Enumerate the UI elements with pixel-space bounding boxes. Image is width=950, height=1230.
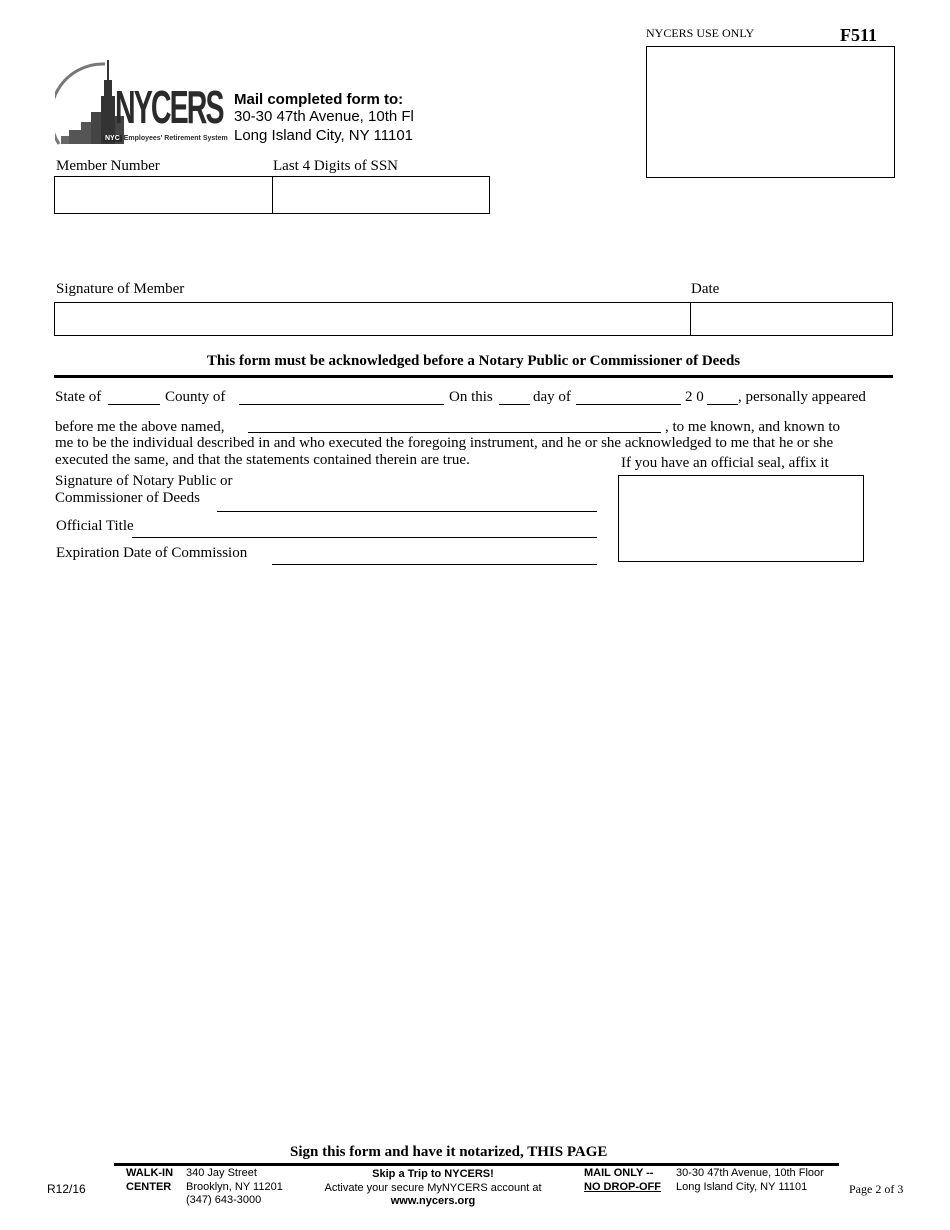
personally-appeared-text: , personally appeared xyxy=(738,389,866,405)
notary-heading: This form must be acknowledged before a Notary Public or Commissioner of Deeds xyxy=(206,353,741,369)
seal-box xyxy=(618,475,864,562)
nycers-website-link[interactable]: www.nycers.org xyxy=(390,1195,476,1207)
ssn-label: Last 4 Digits of SSN xyxy=(273,158,399,174)
walkin-label-1: WALK-IN xyxy=(126,1167,174,1179)
year-prefix: 2 0 xyxy=(685,389,704,405)
page-number: Page 2 of 3 xyxy=(849,1182,904,1196)
county-field[interactable] xyxy=(239,404,444,405)
month-field[interactable] xyxy=(576,404,681,405)
year-field[interactable] xyxy=(707,404,738,405)
on-this-label: On this xyxy=(449,389,493,405)
nycers-use-only-box xyxy=(646,46,895,178)
mail-address-line1: 30-30 47th Avenue, 10th Fl xyxy=(234,108,414,125)
nycers-logo xyxy=(55,56,228,148)
state-of-label: State of xyxy=(55,389,102,405)
mail-only-address-2: Long Island City, NY 11101 xyxy=(676,1181,808,1193)
footer-rule xyxy=(114,1163,839,1166)
notarize-instruction: Sign this form and have it notarized, THIS PAGE xyxy=(290,1144,608,1160)
revision-code: R12/16 xyxy=(47,1182,86,1196)
official-title-label: Official Title xyxy=(56,518,134,534)
walkin-address-2: Brooklyn, NY 11201 xyxy=(186,1181,283,1193)
acknowledgment-line1: me to be the individual described in and who executed the foregoing instrument, and he or she acknowledged to me that he or she xyxy=(55,435,834,451)
state-field[interactable] xyxy=(108,404,160,405)
date-label: Date xyxy=(691,281,720,297)
member-number-field[interactable] xyxy=(54,176,273,214)
walkin-address-1: 340 Jay Street xyxy=(186,1167,257,1179)
seal-label: If you have an official seal, affix it xyxy=(621,455,829,471)
signature-field[interactable] xyxy=(54,302,691,336)
notary-signature-label1: Signature of Notary Public or xyxy=(55,473,233,489)
expiration-label: Expiration Date of Commission xyxy=(56,545,248,561)
official-title-field[interactable] xyxy=(132,537,597,538)
named-person-field[interactable] xyxy=(248,432,661,433)
logo-tag-text: Employees' Retirement System xyxy=(123,135,228,142)
nycers-use-only-label: NYCERS USE ONLY xyxy=(646,26,755,40)
notary-signature-field[interactable] xyxy=(217,511,597,512)
mail-heading: Mail completed form to: xyxy=(234,91,404,108)
signature-label: Signature of Member xyxy=(56,281,185,297)
acknowledgment-line2: executed the same, and that the statements contained therein are true. xyxy=(55,452,470,468)
mail-only-address-1: 30-30 47th Avenue, 10th Floor xyxy=(676,1167,824,1179)
no-dropoff-label: NO DROP-OFF xyxy=(584,1181,661,1193)
to-me-known-text: , to me known, and known to xyxy=(665,419,840,435)
mail-address-line2: Long Island City, NY 11101 xyxy=(234,127,414,144)
walkin-phone: (347) 643-3000 xyxy=(186,1194,262,1206)
logo-tag-nyc: NYC xyxy=(105,135,120,142)
expiration-field[interactable] xyxy=(272,564,597,565)
ssn-field[interactable] xyxy=(272,176,490,214)
form-code: F511 xyxy=(840,25,878,45)
notary-rule xyxy=(54,375,893,378)
walkin-label-2: CENTER xyxy=(126,1181,172,1193)
mail-only-label: MAIL ONLY -- xyxy=(584,1167,654,1179)
county-of-label: County of xyxy=(165,389,226,405)
member-number-label: Member Number xyxy=(56,158,160,174)
day-number-field[interactable] xyxy=(499,404,530,405)
skip-trip-title: Skip a Trip to NYCERS! xyxy=(372,1168,494,1180)
logo-wordmark: NYCERS xyxy=(115,81,223,133)
before-me-text: before me the above named, xyxy=(55,419,225,435)
day-of-label: day of xyxy=(533,389,571,405)
notary-signature-label2: Commissioner of Deeds xyxy=(55,490,200,506)
signature-date-field[interactable] xyxy=(690,302,893,336)
skip-trip-text: Activate your secure MyNYCERS account at xyxy=(324,1182,542,1194)
